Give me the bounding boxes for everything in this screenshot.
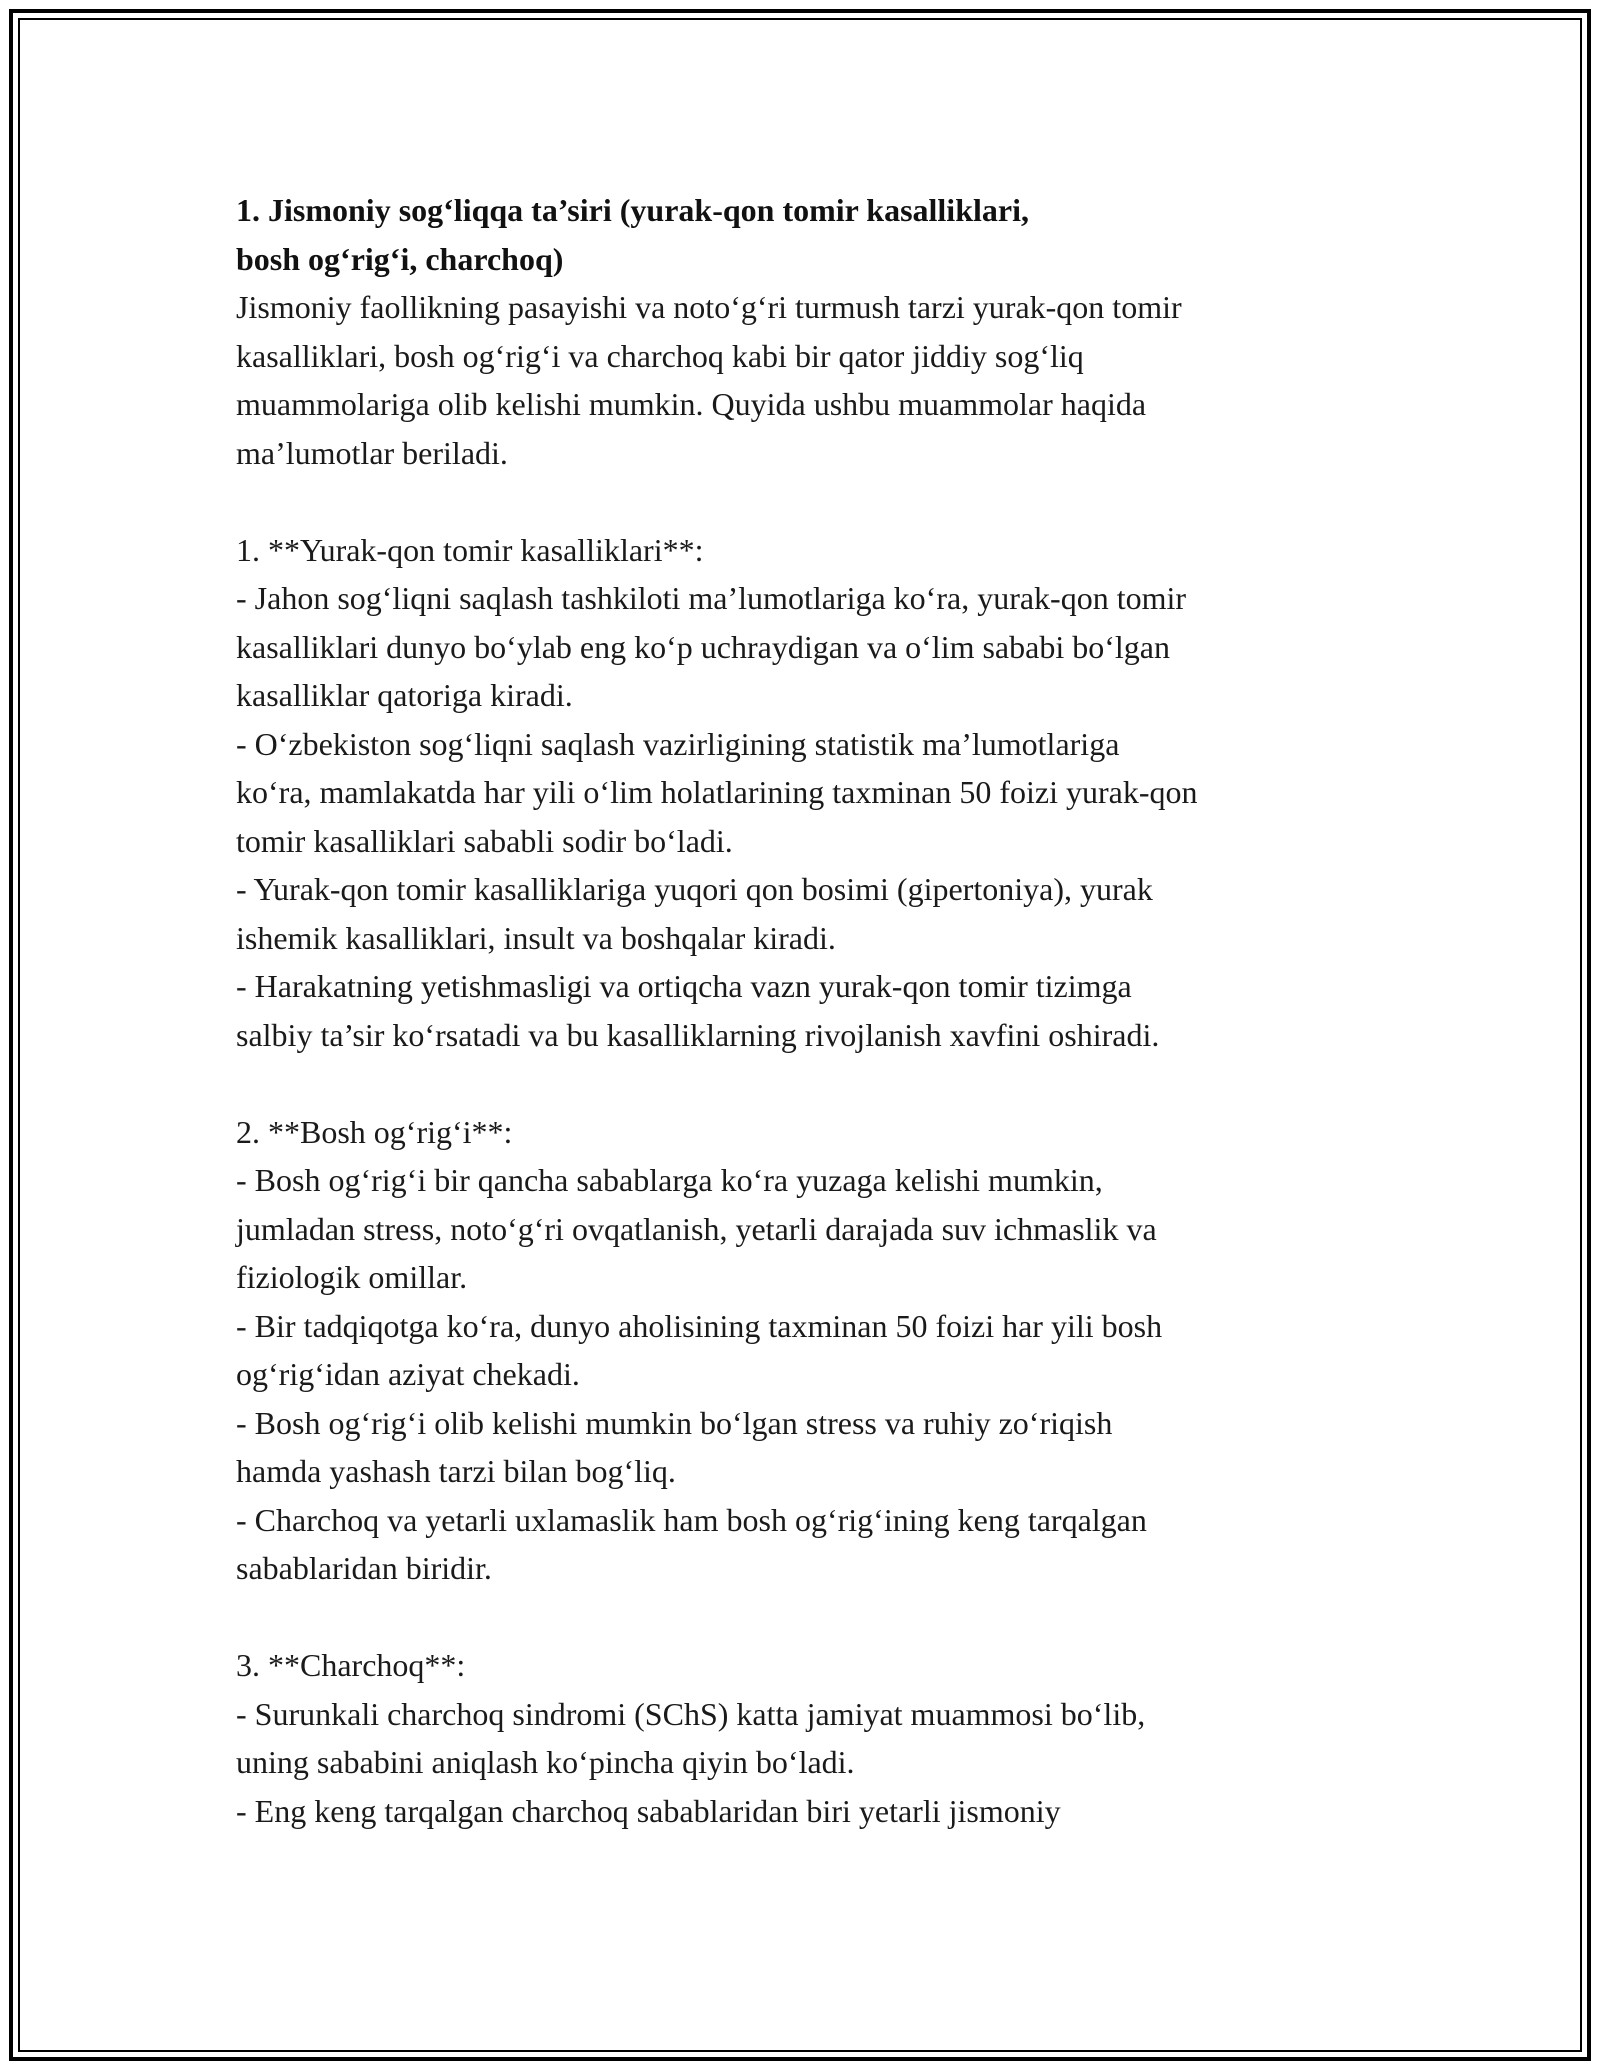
paragraph-gap [236, 1593, 1366, 1642]
section-heading: 1. Jismoniy sog‘liqqa ta’siri (yurak-qon tomir kasalliklari, bosh og‘rig‘i, charchoq) [236, 192, 1029, 277]
document-body [236, 186, 1366, 1835]
section-fatigue: 3. **Charchoq**: - Surunkali charchoq sindromi (SChS) katta jamiyat muammosi bo‘lib, uning sababini aniqlash ko‘pincha qiyin bo‘ladi. - Eng keng tarqalgan charchoq sabablaridan biri yetarli jismoniy [236, 1647, 1146, 1829]
section-headache: 2. **Bosh og‘rig‘i**: - Bosh og‘rig‘i bir qancha sabablarga ko‘ra yuzaga kelishi mumkin, jumladan stress, noto‘g‘ri ovqatlanish, yetarli darajada suv ichmaslik va fiziologik omillar. - Bir tadqiqotga ko‘ra, dunyo aholisining taxminan 50 foizi har yili bosh og‘rig‘idan aziyat chekadi. - Bosh og‘rig‘i olib kelishi mumkin bo‘lgan stress va ruhiy zo‘riqish hamda yashash tarzi bilan bog‘liq. - Charchoq va yetarli uxlamaslik ham bosh og‘rig‘ining keng tarqalgan sabablaridan biridir. [236, 1113, 1163, 1586]
section-cardiovascular: 1. **Yurak-qon tomir kasalliklari**: - Jahon sog‘liqni saqlash tashkiloti ma’lumotlariga ko‘ra, yurak-qon tomir kasalliklari dunyo bo‘ylab eng ko‘p uchraydigan va o‘lim sababi bo‘lgan kasalliklar qatoriga kiradi. - O‘zbekiston sog‘liqni saqlash vazirligining statistik ma’lumotlariga ko‘ra, mamlakatda har yili o‘lim holatlarining taxminan 50 foizi yurak-qon tomir kasalliklari sababli sodir bo‘ladi. - Yurak-qon tomir kasalliklariga yuqori qon bosimi (gipertoniya), yurak ishemik kasalliklari, insult va boshqalar kiradi. - Harakatning yetishmasligi va ortiqcha vazn yurak-qon tomir tizimga salbiy ta’sir ko‘rsatadi va bu kasalliklarning rivojlanish xavfini oshiradi. [236, 531, 1198, 1053]
paragraph-gap [236, 477, 1366, 526]
paragraph-gap [236, 1059, 1366, 1108]
intro-paragraph: Jismoniy faollikning pasayishi va noto‘g‘ri turmush tarzi yurak-qon tomir kasalliklari, bosh og‘rig‘i va charchoq kabi bir qator jiddiy sog‘liq muammolariga olib kelishi mumkin. Quyida ushbu muammolar haqida ma’lumotlar beriladi. [236, 289, 1182, 471]
